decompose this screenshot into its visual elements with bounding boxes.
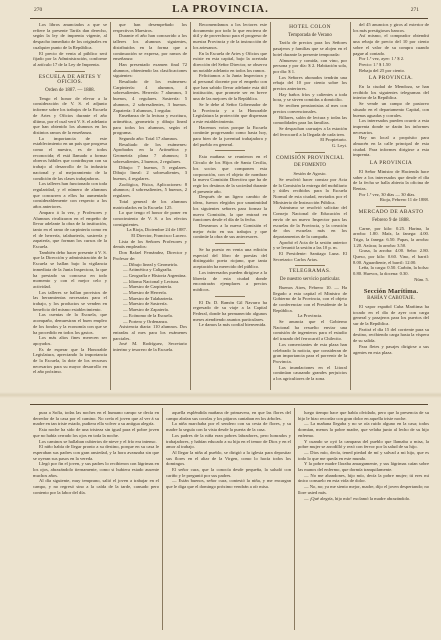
list-item: — Idioma Nacional y Lectura. <box>123 278 180 284</box>
column-5 <box>353 22 429 390</box>
paragraph: Y cuando se oyó la campana del pueblo que llamaba a misa, la pobre mujer se arrodilló y rezó con fervor por la salud de su hijo. <box>298 438 429 450</box>
paragraph: Resultado de los exámenes: Carpintería: 4 alumnos, 4 sobresalientes. Herrería: 7 alumnos, 3 buenos, 4 regulares. Sastrería: 5 alumnos, 2 sobresalientes, 3 buenos. Zapatería: 3 alumnos, 1 regular. <box>113 79 187 113</box>
paragraph: que han desempeñado los respectivos Maestros. <box>113 22 187 33</box>
section-subheading: Temporada de Verano <box>288 32 332 38</box>
paragraph: Esta mañana se reunieron en el Círculo de los Hijos de Santa Cecilia, los socios que componen esta corporación, con el objeto de nombrar la nueva Comisión Directiva que ha de regir los destinos de la sociedad durante el presente año. <box>193 154 267 194</box>
masthead-title: LA PROVINCIA. <box>172 3 269 15</box>
column-1 <box>33 22 107 390</box>
section-divider <box>55 71 85 72</box>
paragraph: Para fletes y pasajes dirigirse a sus agentes en esta plaza. <box>353 343 429 355</box>
list-item: — Ecónomo de la Escuela. <box>123 312 173 318</box>
list-intro: Don Rafael Fernández, Director y Profesor de: <box>113 250 187 261</box>
paragraph: — No me abandones, hijo mío, decía la pobre mujer; tú eres mi único consuelo en esta vida de dolor. <box>298 472 429 484</box>
paragraph: Han presentado examen final 72 alumnos, obteniendo las clasificaciones siguientes: <box>113 61 187 79</box>
serial-column-3 <box>298 410 429 632</box>
paragraph: — La mañana llegaba y no se oía ruido alguno en la casa; todos dormían, menos la pobre madre, que velaba junto al lecho de su hijo enfermo. <box>298 421 429 438</box>
dateline: Rioja, Febrero 11 de 1888. <box>379 197 429 203</box>
paragraph: Durante el año han concurrido a los talleres los alumnos siguientes, distribuidos en la forma que a continuación se expresa, por ramos de enseñanza: <box>113 33 187 62</box>
paragraph: La importancia de este establecimiento en un país que progresa como el nuestro, es de todos reconocida; él está llamado a formar obreros hábiles que contribuyan con su trabajo al desarrollo de la industria nacional y al mejoramiento de la condición de las clases trabajadoras. <box>33 135 107 181</box>
page-number-right: 271 <box>410 7 419 13</box>
list-item: — Maestro de Talabartería. <box>123 295 174 301</box>
paragraph: Llegó por fin el joven, y sus padres lo recibieron con lágrimas en los ojos, abrazándolo tiernamente, como si hubiera estado ausente muchos años. <box>33 461 159 478</box>
section-divider <box>376 206 406 207</box>
section-divider <box>215 150 245 151</box>
section-subheading: De nuestro servicio particular. <box>279 277 341 283</box>
section-divider <box>215 243 245 244</box>
paragraph: Se reciben pensionistas al mes con precios convencionales. <box>273 103 347 114</box>
paragraph: Aprobó el Acta de la sesión anterior y se levantó la sesión a las 10 p. m. <box>273 239 347 251</box>
page-number-left: 270 <box>34 7 43 13</box>
paragraph: Se resolvió hacer constar por Acta de la Comisión la entrega del mobiliario y útiles recibidos para la Escuela Normal de esta ciudad, enviados por el Ministerio de Instrucción Pública. <box>273 176 347 205</box>
column-2 <box>113 22 187 390</box>
paragraph: Se ha puesto en venta una edición especial del libro de poesías del distinguido poeta riojano, que tanta aceptación ha merecido del público. <box>193 247 267 270</box>
column-rule <box>190 22 191 390</box>
paragraph: Lo que tengo el honor de poner en conocimiento de V. S. a los efectos consiguientes. <box>113 210 187 227</box>
paragraph: Almuerzo y comida, con vino, por persona y por día: $ 2. Habitación sola, por día: $ 1. <box>273 57 347 74</box>
list-item: — Portero y Ordenanza. <box>123 318 168 324</box>
paragraph: Hay baños fríos y calientes a toda hora, y se sirven comidas a domicilio. <box>273 91 347 103</box>
paragraph: Se anuncia que el Gobierno Nacional ha resuelto enviar una comisión de ingenieros para el estudio del trazado del ferrocarril a Chilecito. <box>273 319 347 342</box>
paragraph: Carne, por kilo: 0.25. Harina, la arroba: 1.80. Maíz, la fanega: 4.00. Trigo, la fanega: 6.50. Papas, la arroba: 1.20. Azúcar, la arroba: 3.50. <box>353 225 429 248</box>
section-heading: MERCADO DE ABASTO <box>358 209 424 216</box>
paragraph: Deseamos a la nueva Comisión el mejor éxito en sus trabajos y que continúe la obra de sus antecesores. <box>193 222 267 240</box>
paragraph: Los talleres se hallan provistos de las herramientas necesarias para el trabajo, y los productos se venden en beneficio del mismo establecimiento. <box>33 289 107 312</box>
paragraph: — Están buenos, señor cura, contestó la niña, y me encargan que le diga que el domingo próximo vendrán a oír misa. <box>166 478 291 490</box>
paragraph: Le damos la más cordial bienvenida. <box>199 322 267 328</box>
section-heading: HOTEL COLON <box>289 24 331 30</box>
paragraph: Felicitamos a la Junta Inspectora y al personal docente por el empeño con que han sabido llevar adelante esta útil institución, que promete ser en breve una de las mejores de la República. <box>193 73 267 102</box>
paragraph: Después de un ligero cambio de ideas, fueron elegidos por unanimidad los siguientes señores para formar la nueva Comisión, la que entrará en funciones desde el día de la fecha. <box>193 194 267 223</box>
paragraph: Los padres de la niña eran pobres labradores, pero honrados y trabajadores, y habían educado a su hija en el temor de Dios y en el amor al trabajo. <box>166 432 291 450</box>
section-subheading: DE FOMENTO <box>294 163 326 169</box>
column-rule <box>110 22 111 390</box>
column-3 <box>193 22 267 390</box>
paragraph: El niño había de llegar pronto a su destino, porque en su casa le esperaban sus padres con gran ansiedad, y la hora avanzaba sin que se oyeran sus pasos en la vereda. <box>33 444 159 461</box>
paragraph: Total general de los alumnos matriculados en la Escuela: 125. <box>113 198 187 210</box>
paragraph: Grasa, la arroba: 4.00. Sebo: 2.80. Queso, por kilo: 0.60. Vino, el barril: 8.00. Aguardiente, el barril: 12.00. <box>353 248 429 265</box>
paragraph: El señor cura, que la conocía desde pequeña, la saludó con cariño y le preguntó por sus padres. <box>166 467 291 478</box>
paragraph: El Dr. D. Ramón Gil Navarro ha regresado de su viaje a la Capital Federal, donde ha permanecido algunos meses atendiendo asuntos particulares. <box>193 299 267 322</box>
paragraph: — ¡Qué alegría, hijo mío! exclamó la madre abrazándolo. <box>304 495 411 501</box>
paragraph: Y la pobre madre lloraba amargamente, y sus lágrimas caían sobre las manos del enfermo, que dormía tranquilamente. <box>298 461 429 473</box>
paragraph: Las inundaciones en el Litoral continúan causando grandes perjuicios a los agricultores de la zona. <box>273 364 347 382</box>
column-rule <box>294 408 295 630</box>
paragraph: El vapor español Cuba Marítima ha tocado en el día de ayer con carga general y pasajeros para los puertos del sur de la República. <box>353 303 429 327</box>
column-rule <box>270 22 271 390</box>
paragraph: Al día siguiente, muy temprano, salió el joven a trabajar en el campo, y no regresó sino a la caída de la tarde, cansado pero contento por la labor del día. <box>33 478 159 495</box>
section-date: Orden de 1887. — 1888. <box>45 88 95 94</box>
list-item: — Aritmética y Caligrafía. <box>123 267 173 273</box>
paragraph: Las cuentas de la Escuela, que acompaño, demuestran el buen empleo de los fondos y la economía con que se ha procedido en todos los gastos. <box>33 312 107 335</box>
paragraph: Los interesados pueden dirigirse a la librería de esta ciudad donde encontrarán ejemplares a precios módicos. <box>193 269 267 292</box>
section-heading: LA PROVINCIA <box>369 160 413 167</box>
paragraph: José M. Rodríguez, Secretario interino y tesorero de la Escuela. <box>113 341 187 353</box>
list-item: — Maestro de Carpintería. <box>123 284 173 290</box>
paragraph: Zoológica, Física, Aplicaciones: 8 alumnos; 4 sobresalientes, 5 buenos, 2 regulares. <box>113 181 187 199</box>
section-heading: COMISIÓN PROVINCIAL <box>275 154 345 161</box>
paragraph: Partirá el día 15 del corriente para su destino, recibiendo carga hasta la víspera de su salida. <box>353 326 429 344</box>
paragraph: Por 1.ª vez, 30 días — 30 días. <box>359 191 416 197</box>
paragraph: — Dios mío, decía, tened piedad de mí y salvad a mi hijo, que es todo lo que me queda en este mundo. <box>298 449 429 461</box>
section-heading: TELEGRAMAS. <box>289 268 331 275</box>
paragraph: El Señor Ministro de Hacienda hace saber a los interesados que desde el día de la fecha se halla abierta la oficina de Rentas. <box>353 168 429 191</box>
page-fold <box>0 392 441 398</box>
column-rule <box>350 22 351 390</box>
section-subheading: BAHÍA Y CABOTAJE. <box>367 296 415 302</box>
paragraph: Resultado de los exámenes: Aprobados en la Aritmética y Geometría plana 7 alumnos; 3 sobresalientes, 2 buenos, 2 regulares. <box>113 141 187 164</box>
paragraph: Se le debe al Señor Gobernador de la Provincia y a la Honorable Legislatura la protección que dispensan a este establecimiento. <box>193 101 267 124</box>
paragraph: Los comerciantes de esta plaza han celebrado la noticia, que consideran de gran importancia para el porvenir de la Provincia. <box>273 341 347 364</box>
serial-column-2 <box>166 410 291 632</box>
section-divider <box>295 265 325 266</box>
section-subheading: Febrero 9 de 1888. <box>372 217 410 223</box>
paragraph: Leña, la carga: 0.50. Carbón, la bolsa: 0.80. Huevos, la docena: 0.30. <box>353 265 429 277</box>
paragraph: Se vende un campo de pastoreo situado en el departamento Capital, con buenas aguadas y corrales. <box>353 101 429 118</box>
paragraph: El precio de venta al público será fijado por la Administración, conforme al artículo 17 de la Ley de Imprenta. <box>33 50 107 67</box>
paragraph: Los Señores abonados tendrán una rebaja del 10 por ciento sobre los precios anteriores. <box>273 74 347 92</box>
paragraph: Tarifa de precios para los Señores pasajeros y familias que se alojen en el hotel durante la presente temporada: <box>273 40 347 57</box>
paragraph: Sesión de Agosto. <box>293 171 327 177</box>
list-item: — Dibujo lineal y Geometría. <box>123 261 178 267</box>
paragraph: Enseñanza de la lectura y escritura, aritmética, geometría y dibujo lineal para todos los alumnos, según el programa. <box>113 113 187 136</box>
dateline: La Rioja, Diciembre 24 de 1887. <box>126 227 187 233</box>
column-4 <box>273 22 347 390</box>
paragraph: La niña marchaba por el sendero con su cesta de flores, y su madre la seguía con la vista desde la puerta de la casa. <box>166 421 291 433</box>
paragraph: También debo hacer presente á V. S. que la Dirección y administración de la Escuela se hallan bajo la vigilancia inmediata de la Junta Inspectora, la que ha prestado su concurso en todo momento y con el mejor celo y actividad. <box>33 249 107 289</box>
list-item: — Maestro de Zapatería. <box>123 307 169 313</box>
paragraph: Rebaja del 25 por ciento. <box>359 67 406 73</box>
masthead-rule <box>30 18 428 19</box>
paragraph: Dibujo: 7 buenos, 5 regulares. Dibujo lineal: 2 sobresalientes, 3 buenos, 4 regulares. <box>113 164 187 181</box>
paragraph: Es de esperar que la Honorable Legislatura, apreciando la importancia de la Escuela, la dote de los recursos necesarios para su mayor desarrollo en el año próximo. <box>33 346 107 375</box>
paragraph: Los libros anunciados a que se refiere la presente Tarifa dan derecho, según la ley de imprenta vigente, al despacho inmediato de los originales en cualquier punto de la República. <box>33 22 107 50</box>
paragraph: Los talleres han funcionado con toda regularidad, y el número de alumnos que concurren a ellos ha aumentado considerablemente con respecto a los años anteriores. <box>33 181 107 210</box>
paragraph: Precio: 1.ª $ 1.50 <box>359 61 391 67</box>
list-item: — Maestro de Sastrería. <box>123 301 168 307</box>
section-heading: Sección Marítima. <box>363 287 419 295</box>
serial-column-1 <box>33 410 159 632</box>
paragraph: Núm. 5. <box>414 276 429 282</box>
signature: El Director, Francisco Lucero. <box>131 233 187 239</box>
section-heading: ESCUELA DE ARTES Y OFICIOS. <box>38 73 102 86</box>
signature: G. Leyt. <box>331 143 347 149</box>
paragraph: Billares, salón de lectura y todas las comodidades para las familias. <box>273 114 347 126</box>
paragraph: Los interesados pueden ocurrir a esta imprenta donde se darán los informes necesarios. <box>353 118 429 135</box>
paragraph: Asimismo se resolvió solicitar del Consejo Nacional de Educación el envío de un nuevo Inspector para las escuelas de la Provincia, y la creación de dos escuelas más en los departamentos de la campaña. <box>273 205 347 239</box>
paragraph: Al llegar la niña al pueblo, se dirigió a la iglesia para depositar sus flores en el altar de la Virgen, como lo hacía todos los domingos. <box>166 449 291 467</box>
paragraph: El Presidente: Santiago Luna. El Secretario: Carlos Arias. <box>273 251 347 262</box>
paragraph: — No, no; ya me siento mejor, madre, dijo el joven despertando; no llore usted más. <box>298 484 429 495</box>
paragraph: Asistencia diaria: 110 alumnos. Dos entradas al mes para los exámenes parciales. <box>113 324 187 341</box>
list-heading: Lista de los Señores Profesores y demás empleados: <box>113 238 187 250</box>
paragraph: luego tiempo hace que había olvidado, pero que la presencia de su hijo le hizo recordar con gran dolor en aquella triste noche. <box>298 410 429 421</box>
paragraph: Hacemos votos porque la Escuela continúe progresando como hasta hoy, para bien de la juventud trabajadora y del pueblo en general. <box>193 124 267 147</box>
paragraph: Tengo el honor de elevar a la consideración de V. S. el adjunto informe sobre los trabajos de la Escuela de Artes y Oficios durante el año último, por el cual verá V. S. el adelanto que han obtenido los alumnos en los distintos ramos de la enseñanza. <box>33 95 107 135</box>
paragraph: Segundo año: Total 17 alumnos. <box>119 136 179 142</box>
list-item: — Maestro de Herrería. <box>123 290 167 296</box>
paragraph: Buenos Aires, Febrero 10. — Ha llegado a esta capital el Ministro de Gobierno de la Provincia, con el objeto de conferenciar con el Presidente de la República. <box>273 284 347 313</box>
paragraph: pura a Sofía, todas las noches en el humano campo se decía en derredor de la casa por el camino. No creía el joven que al ver á su madre en tan triste estado, pudiera ella volver a su antigua alegría. <box>33 410 159 427</box>
list-item: — Geografía e Historia Argentina. <box>123 272 187 278</box>
paragraph: Hay un local a propósito para almacén en la calle principal de esta ciudad. Para informes dirigirse a esta imprenta. <box>353 135 429 158</box>
section-heading: LA PROVINCIA. <box>368 75 414 82</box>
paragraph: La Provincia. <box>297 313 323 319</box>
paragraph: Recomendamos a los lectores este documento por todo lo que encierra de útil y de provechoso para el progreso de nuestra Provincia y de la instrucción de los artesanos. <box>193 22 267 50</box>
paragraph: Los más altos fines merecen ser apoyados. <box>33 335 107 346</box>
paragraph: Por 1.ª vez, ayer: 1.ª $ 2. <box>359 56 405 62</box>
paragraph: Amparo á la vez, y Profesores y Alumnos rivalizaron en el empeño de llevar adelante la obra de la institución, tanto en el ramo de carpintería como en el de herrería, talabartería, sastrería y zapatería, que forman los cursos de la Escuela. <box>33 209 107 250</box>
section-divider <box>215 296 245 297</box>
serial-rule <box>30 404 428 405</box>
paragraph: En la Escuela de Artes y Oficios que existe en esta capital, bajo la acertada dirección del Señor Director, se observa un notable adelanto en todos los ramos. <box>193 50 267 73</box>
paragraph: aquella espléndida mañana de primavera, en que las flores del campo abrían sus corolas y los pájaros cantaban en los árboles. <box>166 410 291 421</box>
paragraph: Los caminos se hallaban cubiertos de nieve y el frío era intenso. <box>39 438 157 444</box>
section-divider <box>295 152 325 153</box>
paragraph: En la ciudad de Mendoza, se han recibido los siguientes telegramas del interior de la República. <box>353 84 429 101</box>
paragraph: del 45 anuncios y giros al exterior de los más prestigiosos bancos. <box>353 22 429 33</box>
paragraph: Se despachan carruajes a la estación del ferrocarril a la llegada de cada tren. <box>273 125 347 137</box>
signature: El Propietario. <box>320 137 347 143</box>
column-rule <box>162 408 163 630</box>
paragraph: Esta noche ha sido de una tristeza sin igual para el pobre joven que no había cerrado los ojos en toda la noche. <box>33 427 159 438</box>
paragraph: Así mismo, el comprador obtendrá una rebaja de precio del 10 por ciento sobre el valor de su compra cuando pague al contado. <box>353 33 429 56</box>
